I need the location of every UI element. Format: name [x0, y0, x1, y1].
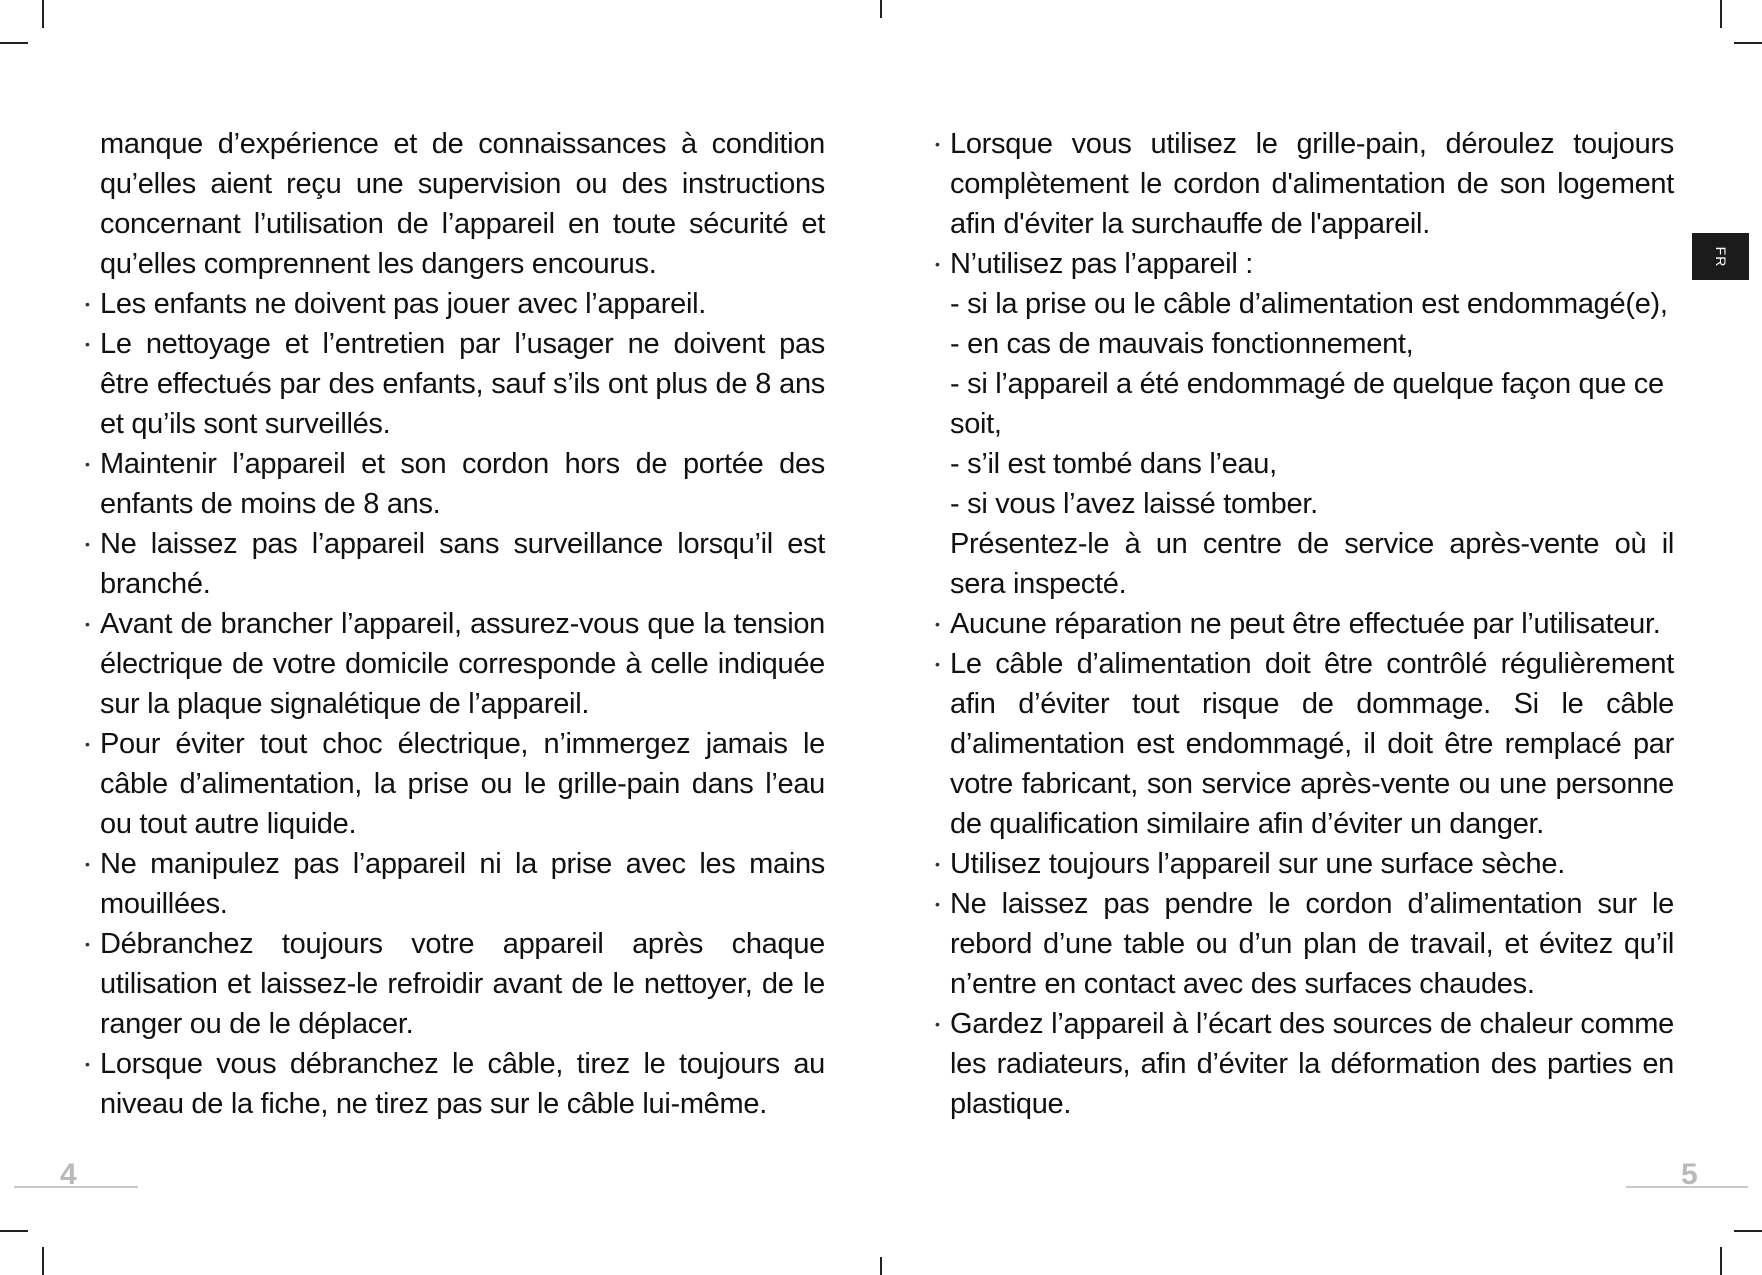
- right-page-column: [935, 124, 1674, 1124]
- bullet-icon: •: [935, 656, 940, 672]
- bullet-icon: •: [935, 856, 940, 872]
- condition-item: - si la prise ou le câble d’alimentation est endommagé(e),: [950, 288, 1668, 320]
- safety-bullet-item: • Ne laissez pas pendre le cordon d’alimentation sur le rebord d’une table ou d’un plan de travail, et évitez qu’il n’entre en contact avec des surfaces chaudes.: [950, 884, 1674, 1004]
- language-tab-label: FR: [1712, 246, 1729, 267]
- condition-item: - si l’appareil a été endommagé de quelque façon que ce soit,: [950, 368, 1664, 440]
- crop-mark: [1720, 0, 1722, 28]
- safety-bullet-item: • Les enfants ne doivent pas jouer avec l’appareil.: [100, 284, 825, 324]
- bullet-icon: •: [85, 936, 90, 952]
- safety-bullet-item: • Aucune réparation ne peut être effectuée par l’utilisateur.: [950, 604, 1674, 644]
- safety-bullet-item: • Pour éviter tout choc électrique, n’immergez jamais le câble d’alimentation, la prise ou le grille-pain dans l’eau ou tout autre liquide.: [100, 724, 825, 844]
- safety-bullet-item: • Gardez l’appareil à l’écart des sources de chaleur comme les radiateurs, afin d’éviter la déformation des parties en plastique.: [950, 1004, 1674, 1124]
- safety-bullet-item: • Lorsque vous utilisez le grille-pain, déroulez toujours complètement le cordon d'alimentation de son logement afin d'éviter la surchauffe de l'appareil.: [950, 124, 1674, 244]
- safety-bullet-item: • Débranchez toujours votre appareil après chaque utilisation et laissez-le refroidir avant de le nettoyer, de le ranger ou de le déplacer.: [100, 924, 825, 1044]
- crop-mark: [0, 1230, 28, 1232]
- bullet-icon: •: [85, 856, 90, 872]
- bullet-icon: •: [935, 616, 940, 632]
- safety-bullet-item: • Le nettoyage et l’entretien par l’usager ne doivent pas être effectués par des enfants, sauf s’ils ont plus de 8 ans et qu’ils sont surveillés.: [100, 324, 825, 444]
- bullet-icon: •: [935, 256, 940, 272]
- page-number-left: 4: [60, 1158, 77, 1191]
- condition-item: - si vous l’avez laissé tomber.: [950, 488, 1318, 520]
- crop-mark: [0, 42, 28, 44]
- bullet-icon: •: [935, 1016, 940, 1032]
- crop-mark: [1734, 42, 1762, 44]
- bullet-icon: •: [85, 336, 90, 352]
- bullet-icon: •: [935, 136, 940, 152]
- page-number-right: 5: [1681, 1158, 1698, 1191]
- bullet-icon: •: [85, 296, 90, 312]
- safety-bullet-item: • Ne manipulez pas l’appareil ni la prise avec les mains mouillées.: [100, 844, 825, 924]
- crop-mark: [880, 0, 882, 18]
- crop-mark: [42, 0, 44, 28]
- safety-bullet-item: • Le câble d’alimentation doit être contrôlé régulièrement afin d’éviter tout risque de dommage. Si le câble d’alimentation est endommagé, il doit être remplacé par votre fabricant, son service après-vente ou une personne de qualification similaire afin d’éviter un danger.: [950, 644, 1674, 844]
- safety-bullet-item: • Maintenir l’appareil et son cordon hors de portée des enfants de moins de 8 ans.: [100, 444, 825, 524]
- condition-item: - s’il est tombé dans l’eau,: [950, 448, 1277, 480]
- bullet-icon: •: [85, 536, 90, 552]
- crop-mark: [1720, 1247, 1722, 1275]
- crop-mark: [880, 1257, 882, 1275]
- bullet-icon: •: [85, 1056, 90, 1072]
- bullet-icon: •: [85, 456, 90, 472]
- crop-mark: [42, 1247, 44, 1275]
- language-tab: [1692, 233, 1749, 280]
- safety-bullet-item: • Utilisez toujours l’appareil sur une surface sèche.: [950, 844, 1674, 884]
- condition-item: - en cas de mauvais fonctionnement,: [950, 328, 1414, 360]
- safety-bullet-item: • Lorsque vous débranchez le câble, tirez le toujours au niveau de la fiche, ne tirez pas sur le câble lui-même.: [100, 1044, 825, 1124]
- safety-paragraph: manque d’expérience et de connaissances à condition qu’elles aient reçu une supervision ou des instructions concernant l’utilisation de l’appareil en toute sécurité et qu’elles comprennent les dangers encourus.: [100, 128, 825, 280]
- left-page-column: [85, 124, 825, 1124]
- service-note: Présentez-le à un centre de service après-vente où il sera inspecté.: [950, 528, 1674, 600]
- safety-bullet-item: • N’utilisez pas l’appareil :: [950, 244, 1674, 284]
- safety-bullet-item: • Avant de brancher l’appareil, assurez-vous que la tension électrique de votre domicile corresponde à celle indiquée sur la plaque signalétique de l’appareil.: [100, 604, 825, 724]
- bullet-icon: •: [85, 616, 90, 632]
- bullet-icon: •: [935, 896, 940, 912]
- safety-bullet-item: • Ne laissez pas l’appareil sans surveillance lorsqu’il est branché.: [100, 524, 825, 604]
- crop-mark: [1734, 1230, 1762, 1232]
- bullet-icon: •: [85, 736, 90, 752]
